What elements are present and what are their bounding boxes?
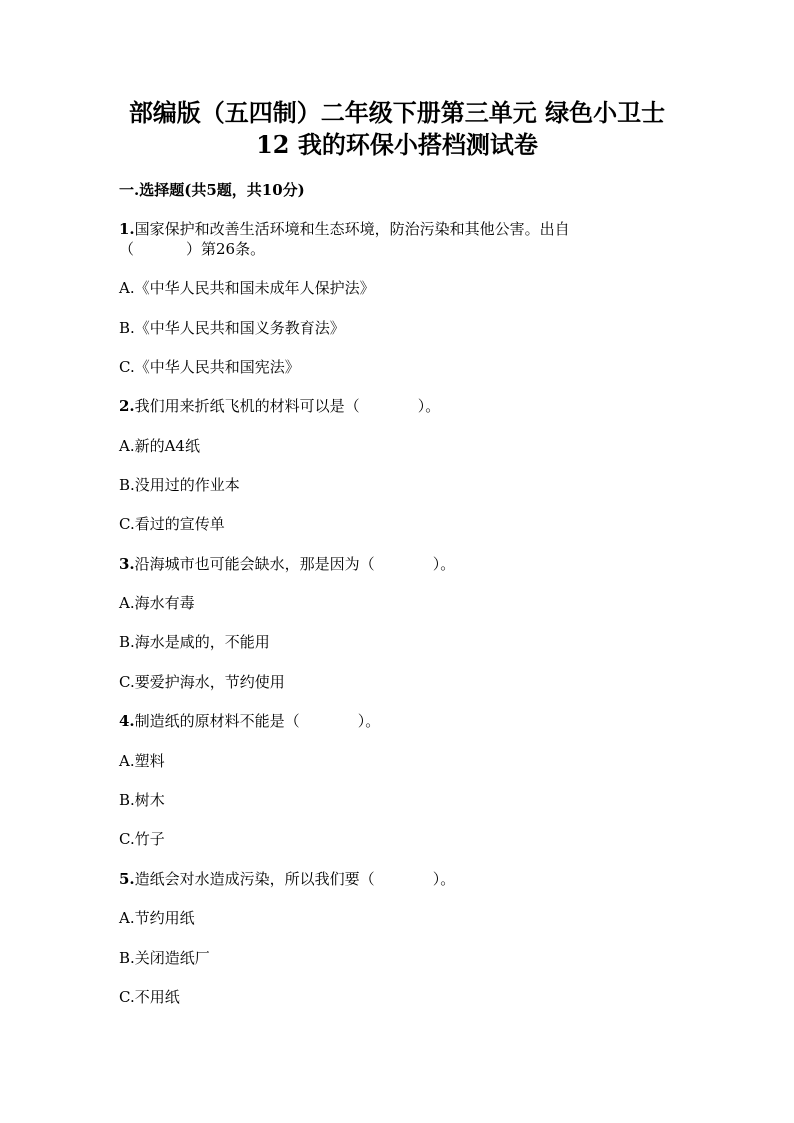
question-5-option-a: A.节约用纸 — [119, 909, 195, 927]
question-1-close: ）第26条。 — [186, 240, 266, 258]
question-5-close: ）。 — [432, 870, 456, 888]
title-line-2: 12 我的环保小搭档测试卷 — [256, 130, 538, 159]
question-3-option-a: A.海水有毒 — [119, 594, 195, 612]
question-1-option-a: A.《中华人民共和国未成年人保护法》 — [119, 279, 375, 297]
question-1-open-paren: （ — [119, 240, 135, 258]
question-5-text: 造纸会对水造成污染，所以我们要（ — [134, 870, 375, 888]
question-1-option-c: C.《中华人民共和国宪法》 — [119, 358, 300, 376]
question-4-close: ）。 — [357, 712, 381, 730]
question-4-text: 制造纸的原材料不能是（ — [134, 712, 300, 730]
title-line-1: 部编版（五四制）二年级下册第三单元 绿色小卫士 — [128, 98, 666, 127]
question-4-number: 4. — [119, 712, 135, 730]
question-2-option-b: B.没用过的作业本 — [119, 476, 240, 494]
question-4-option-a: A.塑料 — [119, 752, 165, 770]
question-2-stem — [119, 396, 440, 416]
question-1-option-b: B.《中华人民共和国义务教育法》 — [119, 319, 345, 337]
question-3-stem — [119, 554, 455, 574]
question-3-option-b: B.海水是咸的，不能用 — [119, 633, 270, 651]
question-2-option-a: A.新的A4纸 — [119, 437, 200, 455]
question-5-number: 5. — [119, 870, 135, 888]
question-3-option-c: C.要爱护海水，节约使用 — [119, 673, 285, 691]
question-1-stem — [119, 219, 570, 239]
question-4-option-c: C.竹子 — [119, 830, 165, 848]
question-4-option-b: B.树木 — [119, 791, 165, 809]
question-1-stem-continued — [119, 239, 265, 259]
question-1-number: 1. — [119, 220, 135, 238]
question-2-close: ）。 — [417, 397, 441, 415]
question-1-text: 国家保护和改善生活环境和生态环境，防治污染和其他公害。出自 — [134, 220, 570, 238]
section-heading: 一.选择题(共5题，共10分) — [119, 181, 305, 199]
question-5-option-c: C.不用纸 — [119, 988, 180, 1006]
question-3-close: ）。 — [432, 555, 456, 573]
question-3-text: 沿海城市也可能会缺水，那是因为（ — [134, 555, 375, 573]
question-2-text: 我们用来折纸飞机的材料可以是（ — [134, 397, 360, 415]
question-3-number: 3. — [119, 555, 135, 573]
question-4-stem — [119, 711, 380, 731]
question-5-option-b: B.关闭造纸厂 — [119, 949, 210, 967]
question-2-number: 2. — [119, 397, 135, 415]
question-2-option-c: C.看过的宣传单 — [119, 515, 225, 533]
question-5-stem — [119, 869, 455, 889]
